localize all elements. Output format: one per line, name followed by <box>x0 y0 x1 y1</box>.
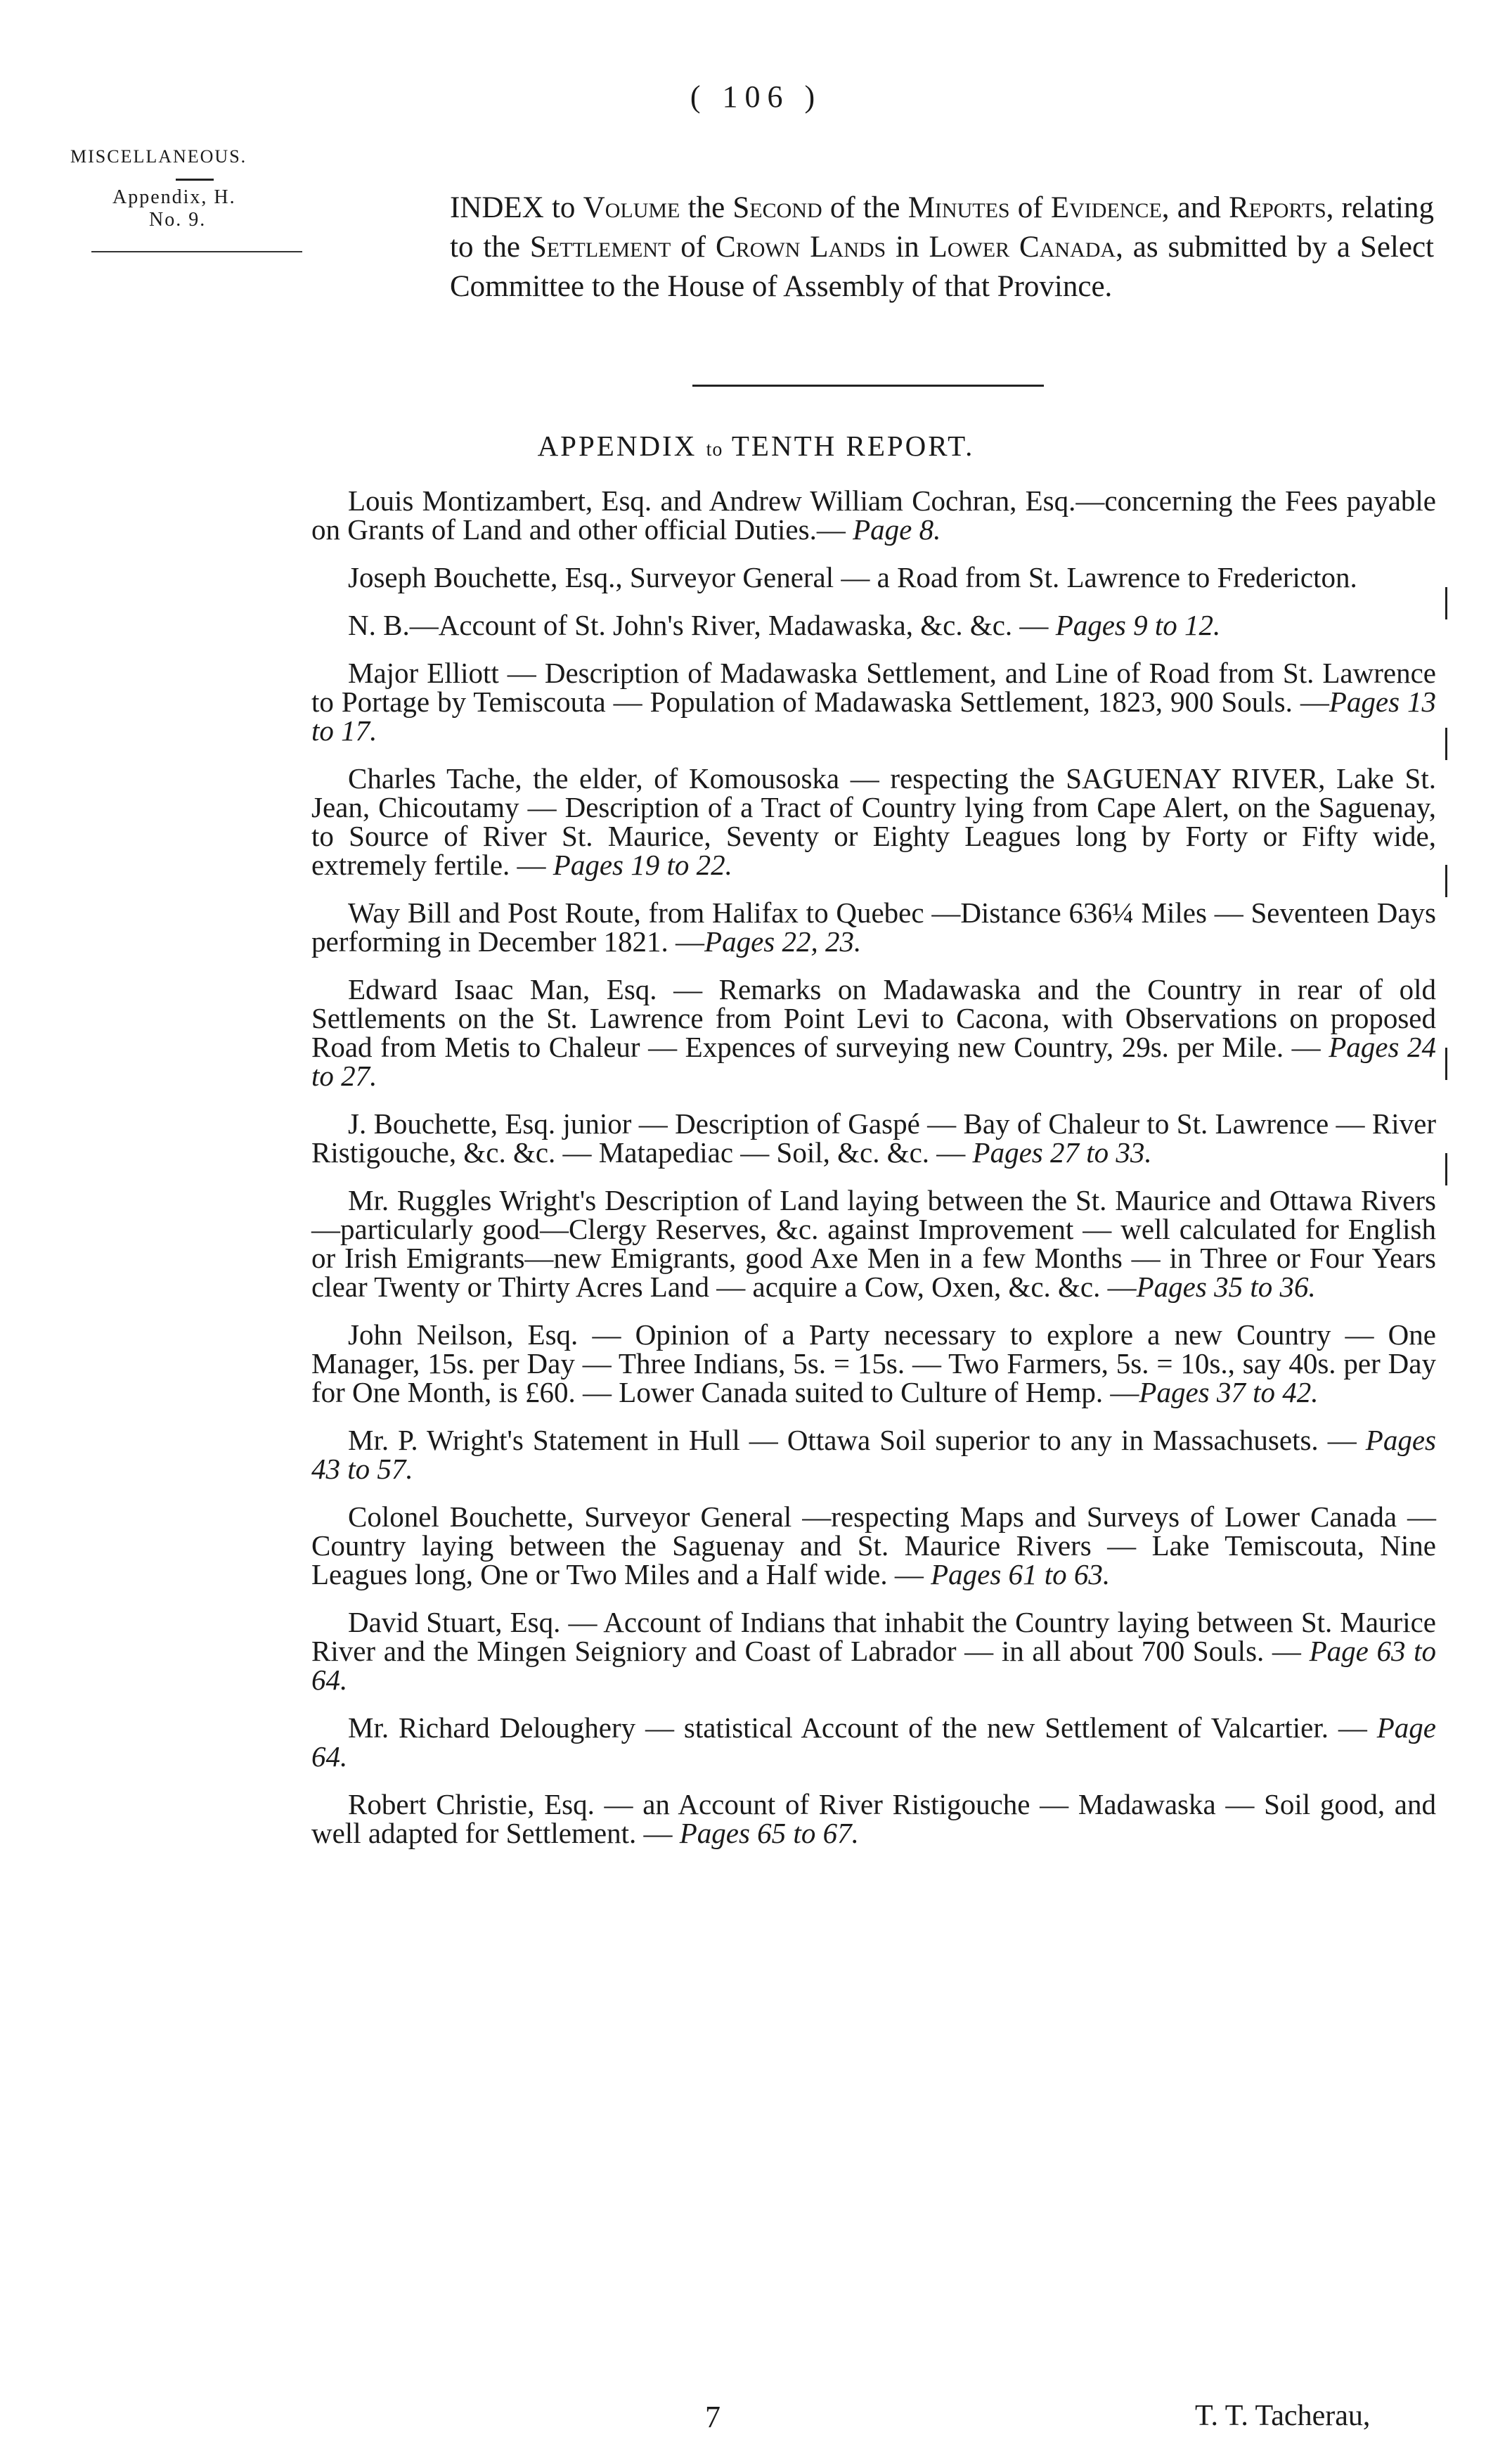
page-reference: Pages 9 to 12. <box>1055 609 1221 641</box>
page-reference: Page 8. <box>853 513 941 546</box>
margin-bar <box>1445 1153 1447 1185</box>
catchword: T. T. Tacherau, <box>1195 2400 1371 2432</box>
page-reference: Pages 27 to 33. <box>972 1136 1152 1169</box>
index-entry: Major Elliott — Description of Madawaska Settlement, and Line of Road from St. Lawrence to Portage by Temiscouta — Population of Madawaska Settlement, 1823, 900 Souls. —Pages 13 to 17. <box>311 657 1436 747</box>
index-entry: Mr. P. Wright's Statement in Hull — Ottawa Soil superior to any in Massachusets. — Pages 43 to 57. <box>311 1424 1436 1485</box>
page-reference: Pages 43 to 57. <box>311 1424 1436 1485</box>
index-entry: David Stuart, Esq. — Account of Indians that inhabit the Country laying between St. Maurice River and the Mingen Seigniory and Coast of Labrador — in all about 700 Souls. — Page 63 to 64. <box>311 1606 1437 1696</box>
margin-note <box>70 148 302 252</box>
index-entry: Mr. Richard Deloughery — statistical Account of the new Settlement of Valcartier. — Page 64. <box>311 1711 1436 1773</box>
index-heading: INDEX to Volume the Second of the Minutes of Evidence, and Reports, relating to the Settlement of Crown Lands in Lower Canada, as submitted by a Select Committee to the House of Assembly of that Province. <box>450 191 1434 303</box>
margin-bar <box>1445 865 1447 897</box>
index-entry: Robert Christie, Esq. — an Account of River Ristigouche — Madawaska — Soil good, and well adapted for Settlement. — Pages 65 to 67. <box>311 1788 1436 1849</box>
page-reference: Page 64. <box>311 1711 1436 1773</box>
page-reference: Pages 22, 23. <box>704 925 862 958</box>
section-label: MISCELLANEOUS. <box>70 146 247 167</box>
index-entry: Mr. Ruggles Wright's Description of Land laying between the St. Maurice and Ottawa Rivers—particularly good—Clergy Reserves, &c. against Improvement — well calculated for English or Irish Emigrants—new Emigrants, good Axe Men in a few Months — in Three or Four Years clear Twenty or Thirty Acres Land — acquire a Cow, Oxen, &c. &c. —Pages 35 to 36. <box>311 1184 1436 1303</box>
index-entry: Joseph Bouchette, Esq., Surveyor General — a Road from St. Lawrence to Fredericton. <box>348 561 1357 593</box>
index-entry: Way Bill and Post Route, from Halifax to Quebec —Distance 636¼ Miles — Seventeen Days performing in December 1821. —Pages 22, 23. <box>311 896 1436 958</box>
index-entry: Charles Tache, the elder, of Komousoska — respecting the SAGUENAY RIVER, Lake St. Jean, Chicoutamy — Description of a Tract of Country lying from Cape Alert, on the Saguenay, to Source of River St. Maurice, Seventy or Eighty Leagues long by Forty or Fifty wide, extremely fertile. — Pages 19 to 22. <box>311 762 1436 881</box>
index-entry: N. B.—Account of St. John's River, Madawaska, &c. &c. — Pages 9 to 12. <box>348 609 1221 641</box>
page-reference: Pages 65 to 67. <box>679 1817 859 1849</box>
page-reference: Pages 37 to 42. <box>1139 1376 1319 1408</box>
page-number: ( 106 ) <box>690 79 822 114</box>
index-entry: Louis Montizambert, Esq. and Andrew William Cochran, Esq.—concerning the Fees payable on Grants of Land and other official Duties.— Page 8. <box>311 484 1436 546</box>
margin-rule-short <box>176 179 214 181</box>
heading-divider <box>692 385 1044 387</box>
page-reference: Pages 24 to 27. <box>311 1031 1436 1092</box>
appendix-title: APPENDIX to TENTH REPORT. <box>537 430 975 462</box>
appendix-reference-line2: No. 9. <box>149 209 207 231</box>
index-entry: John Neilson, Esq. — Opinion of a Party necessary to explore a new Country — One Manager, 15s. per Day — Three Indians, 5s. = 15s. — Two Farmers, 5s. = 10s., say 40s. per Day for One Month, is £60. — Lower Canada suited to Culture of Hemp. —Pages 37 to 42. <box>311 1318 1436 1408</box>
margin-rule-long <box>91 251 302 252</box>
index-word: INDEX <box>450 191 544 224</box>
signature-mark: 7 <box>705 2400 721 2434</box>
margin-bar <box>1445 728 1447 760</box>
page-reference: Pages 61 to 63. <box>931 1558 1111 1590</box>
page-reference: Page 63 to 64. <box>311 1635 1437 1696</box>
page-reference: Pages 35 to 36. <box>1136 1271 1316 1303</box>
margin-bar <box>1445 587 1447 619</box>
page-reference: Pages 19 to 22. <box>553 849 732 881</box>
page-reference: Pages 13 to 17. <box>311 686 1436 747</box>
appendix-reference-line1: Appendix, H. <box>112 186 236 208</box>
index-entries <box>311 484 1437 1867</box>
index-entry: Colonel Bouchette, Surveyor General —respecting Maps and Surveys of Lower Canada — Country laying between the Saguenay and St. Maurice Rivers — Lake Temiscouta, Nine Leagues long, One or Two Miles and a Half wide. — Pages 61 to 63. <box>311 1500 1436 1590</box>
index-entry: J. Bouchette, Esq. junior — Description of Gaspé — Bay of Chaleur to St. Lawrence — River Ristigouche, &c. &c. — Matapediac — Soil, &c. &c. — Pages 27 to 33. <box>311 1107 1436 1169</box>
index-entry: Edward Isaac Man, Esq. — Remarks on Madawaska and the Country in rear of old Settlements on the St. Lawrence from Point Levi to Cacona, with Observations on proposed Road from Metis to Chaleur — Expences of surveying new Country, 29s. per Mile. — Pages 24 to 27. <box>311 973 1436 1092</box>
margin-bar <box>1445 1048 1447 1080</box>
